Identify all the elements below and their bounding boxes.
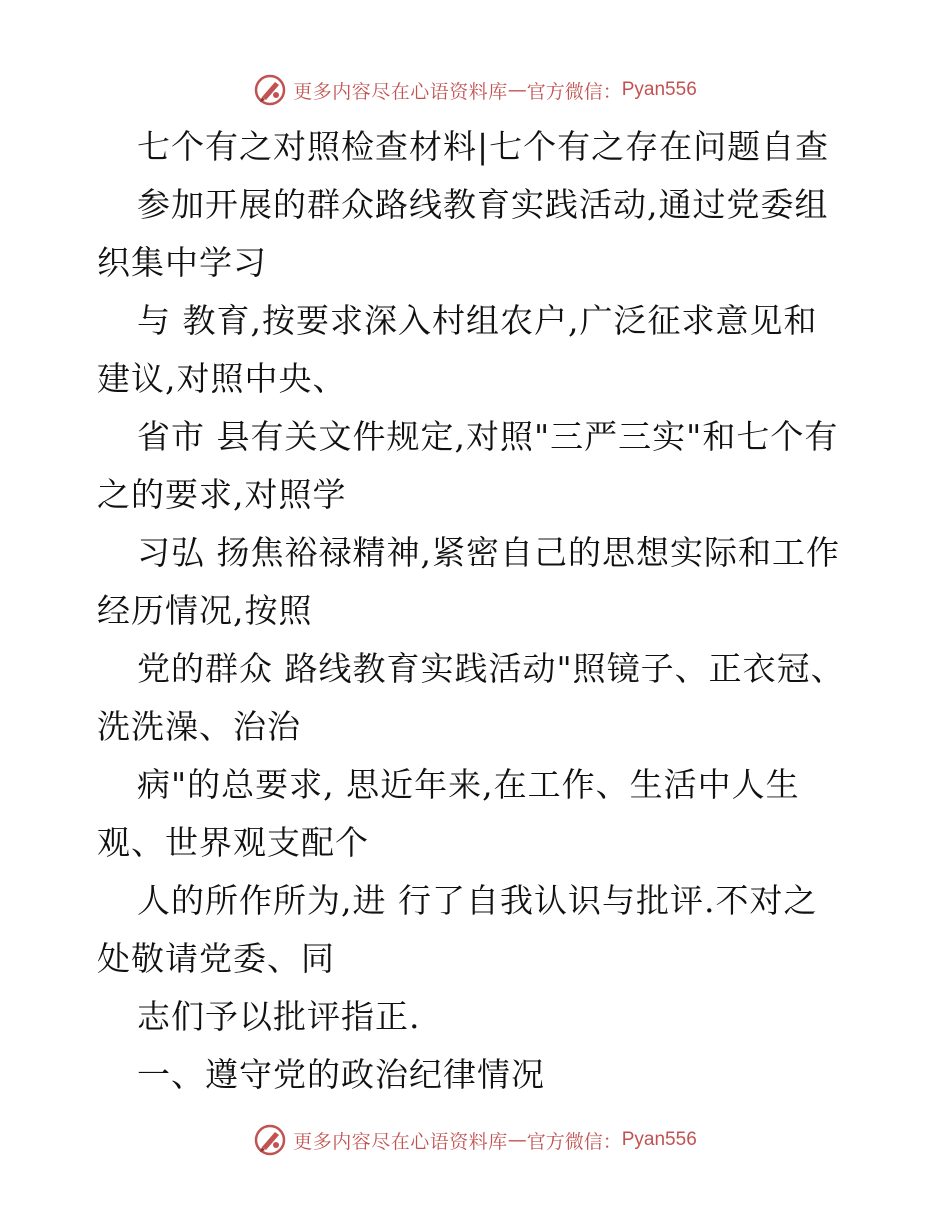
banner-text: 更多内容尽在心语资料库 [293,80,508,103]
paragraph-line: 之的要求,对照学 [97,475,347,514]
banner-separator: — [507,79,527,101]
banner-text: 更多内容尽在心语资料库 [293,1130,508,1153]
paragraph-line: 省市 县有关文件规定,对照"三严三实"和七个有 [137,417,839,456]
footer-watermark-banner [0,1120,950,1160]
pen-logo-icon [253,1123,287,1157]
paragraph-line: 处敬请党委、同 [97,939,335,978]
paragraph-line: 经历情况,按照 [97,591,313,630]
banner-wechat-id: Pyan556 [621,79,697,100]
header-watermark-banner [0,70,950,110]
section-heading: 一、遵守党的政治纪律情况 [137,1055,545,1094]
paragraph-line: 建议,对照中央、 [97,359,347,398]
document-body [97,118,857,1104]
pen-logo-icon [253,73,287,107]
paragraph-line: 习弘 扬焦裕禄精神,紧密自己的思想实际和工作 [137,533,840,572]
banner-wechat-label: 官方微信： [526,1130,622,1153]
paragraph-line: 与 教育,按要求深入村组农户,广泛征求意见和 [137,301,818,340]
paragraph-line: 志们予以批评指正. [137,997,421,1036]
banner-wechat-id: Pyan556 [621,1129,697,1150]
paragraph-line: 人的所作所为,进 行了自我认识与批评.不对之 [137,881,818,920]
paragraph-line: 党的群众 路线教育实践活动"照镜子、正衣冠、 [137,649,845,688]
banner-wechat-label: 官方微信： [526,80,622,103]
banner-separator: — [507,1129,527,1151]
paragraph-line: 病"的总要求, 思近年来,在工作、生活中人生 [137,765,800,804]
paragraph-line: 观、世界观支配个 [97,823,369,862]
paragraph-line: 参加开展的群众路线教育实践活动,通过党委组 [137,185,829,224]
document-title-line: 七个有之对照检查材料|七个有之存在问题自查 [137,127,830,166]
paragraph-line: 织集中学习 [97,243,267,282]
paragraph-line: 洗洗澡、治治 [97,707,301,746]
